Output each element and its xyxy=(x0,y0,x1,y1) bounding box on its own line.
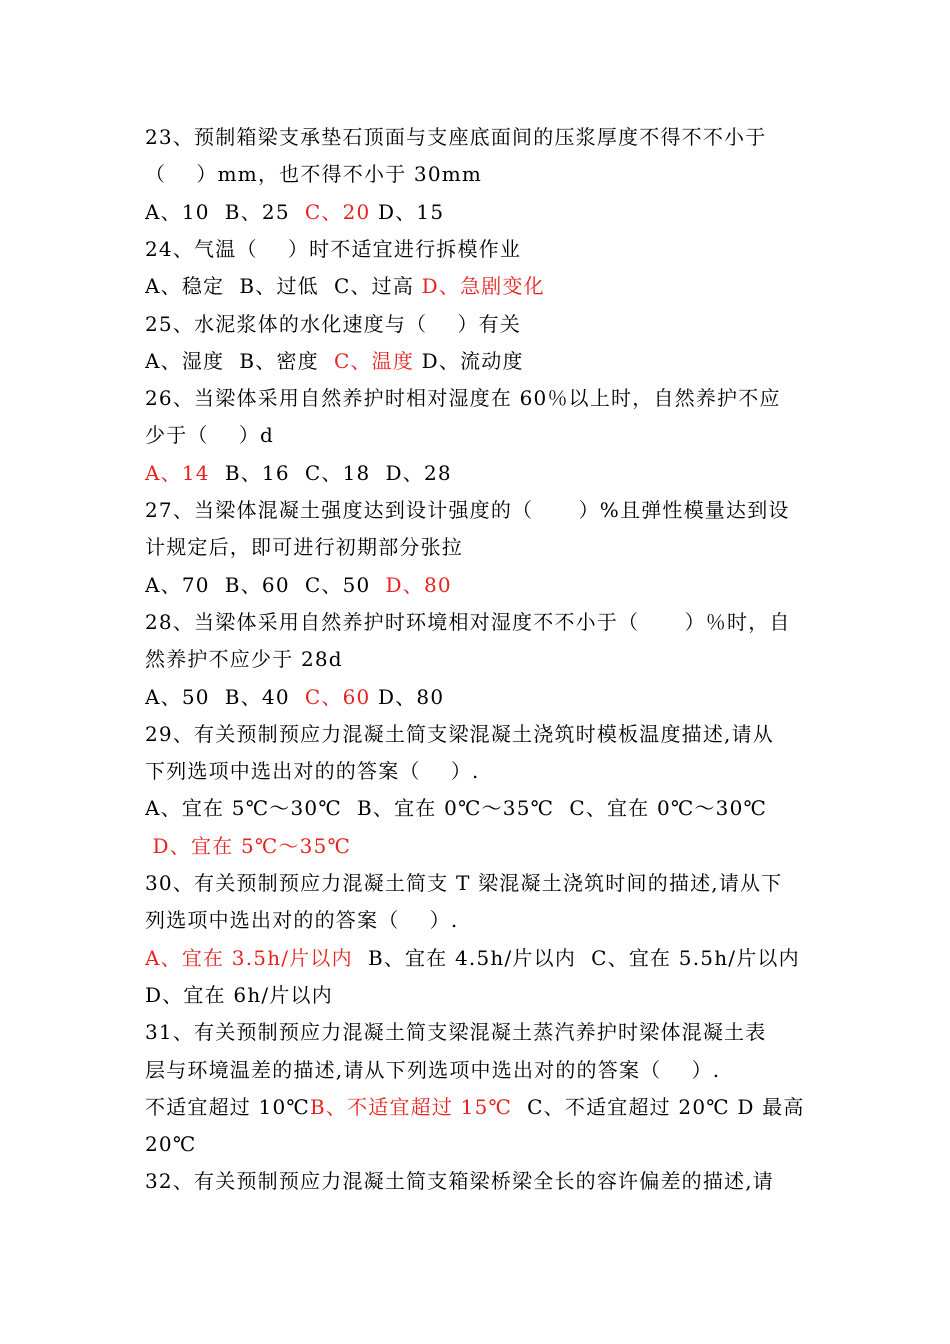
text-line xyxy=(145,1093,810,1121)
line-text: 32、有关预制预应力混凝土简支箱梁桥梁全长的容许偏差的描述,请 xyxy=(145,1169,775,1194)
text-line xyxy=(145,1167,810,1195)
line-text: D、15 xyxy=(370,199,445,224)
answer-text: A、14 xyxy=(145,460,210,485)
text-line xyxy=(145,235,810,263)
text-line xyxy=(145,869,810,897)
line-text: A、70 B、60 C、50 xyxy=(145,572,386,597)
text-line xyxy=(145,757,810,785)
line-text: A、湿度 B、密度 xyxy=(145,348,334,373)
line-text: （ ）mm，也不得不小于 30mm xyxy=(145,162,483,187)
line-text: 然养护不应少于 28d xyxy=(145,647,343,672)
line-text: A、50 B、40 xyxy=(145,684,305,709)
text-line xyxy=(145,198,810,226)
text-line xyxy=(145,496,810,524)
answer-text: D、80 xyxy=(385,572,452,597)
text-line xyxy=(145,832,810,860)
line-text: 计规定后，即可进行初期部分张拉 xyxy=(145,535,463,560)
text-line xyxy=(145,720,810,748)
line-text: C、不适宜超过 20℃ D 最高 xyxy=(512,1094,805,1119)
text-line xyxy=(145,1018,810,1046)
text-line xyxy=(145,459,810,487)
text-line xyxy=(145,1130,810,1158)
line-text: 23、预制箱梁支承垫石顶面与支座底面间的压浆厚度不得不不小于 xyxy=(145,125,767,149)
line-text: 下列选项中选出对的的答案（ ）. xyxy=(145,759,480,784)
answer-text: D、宜在 5℃～35℃ xyxy=(145,833,352,858)
line-text: 层与环境温差的描述,请从下列选项中选出对的的答案（ ）. xyxy=(145,1057,721,1082)
text-line xyxy=(145,981,810,1009)
line-text: 30、有关预制预应力混凝土简支 T 梁混凝土浇筑时间的描述,请从下 xyxy=(145,871,783,895)
text-line xyxy=(145,160,810,188)
text-line xyxy=(145,421,810,449)
line-text: 列选项中选出对的的答案（ ）. xyxy=(145,908,459,933)
line-text: B、16 C、18 D、28 xyxy=(209,460,452,485)
text-line xyxy=(145,794,810,822)
line-text: D、宜在 6h/片以内 xyxy=(145,982,333,1007)
text-line xyxy=(145,571,810,599)
text-line xyxy=(145,944,810,972)
line-text: 25、水泥浆体的水化速度与（ ）有关 xyxy=(145,311,522,336)
answer-text: D、急剧变化 xyxy=(421,274,545,299)
line-text: 24、气温（ ）时不适宜进行拆模作业 xyxy=(145,236,522,261)
line-text: 27、当梁体混凝土强度达到设计强度的（ ）%且弹性模量达到设 xyxy=(145,498,790,522)
text-line xyxy=(145,683,810,711)
line-text: 少于（ ）d xyxy=(145,423,275,448)
line-text: 31、有关预制预应力混凝土简支梁混凝土蒸汽养护时梁体混凝土表 xyxy=(145,1020,767,1045)
text-line xyxy=(145,645,810,673)
line-text: 29、有关预制预应力混凝土简支梁混凝土浇筑时模板温度描述,请从 xyxy=(145,721,775,746)
text-line xyxy=(145,347,810,375)
text-line xyxy=(145,123,810,151)
text-line xyxy=(145,310,810,338)
answer-text: B、不适宜超过 15℃ xyxy=(309,1094,513,1119)
answer-text: C、60 xyxy=(304,684,371,709)
answer-text: A、宜在 3.5h/片以内 xyxy=(145,945,353,970)
line-text: A、宜在 5℃～30℃ B、宜在 0℃～35℃ C、宜在 0℃～30℃ xyxy=(145,796,768,821)
text-line xyxy=(145,906,810,934)
line-text: 不适宜超过 10℃ xyxy=(145,1094,310,1119)
line-text: B、宜在 4.5h/片以内 C、宜在 5.5h/片以内 xyxy=(352,945,800,970)
line-text: A、稳定 B、过低 C、过高 xyxy=(145,274,422,299)
text-line xyxy=(145,1056,810,1084)
line-text: A、10 B、25 xyxy=(145,199,305,224)
line-text: 28、当梁体采用自然养护时环境相对湿度不不小于（ ）％时，自 xyxy=(145,609,791,634)
line-text: 20℃ xyxy=(145,1132,197,1157)
text-line xyxy=(145,608,810,636)
line-text: 26、当梁体采用自然养护时相对湿度在 60％以上时，自然养护不应 xyxy=(145,386,781,411)
answer-text: C、20 xyxy=(304,199,371,224)
text-line xyxy=(145,272,810,300)
line-text: D、流动度 xyxy=(414,348,524,373)
line-text: D、80 xyxy=(370,684,445,709)
text-line xyxy=(145,384,810,412)
text-line xyxy=(145,533,810,561)
answer-text: C、温度 xyxy=(333,348,415,373)
